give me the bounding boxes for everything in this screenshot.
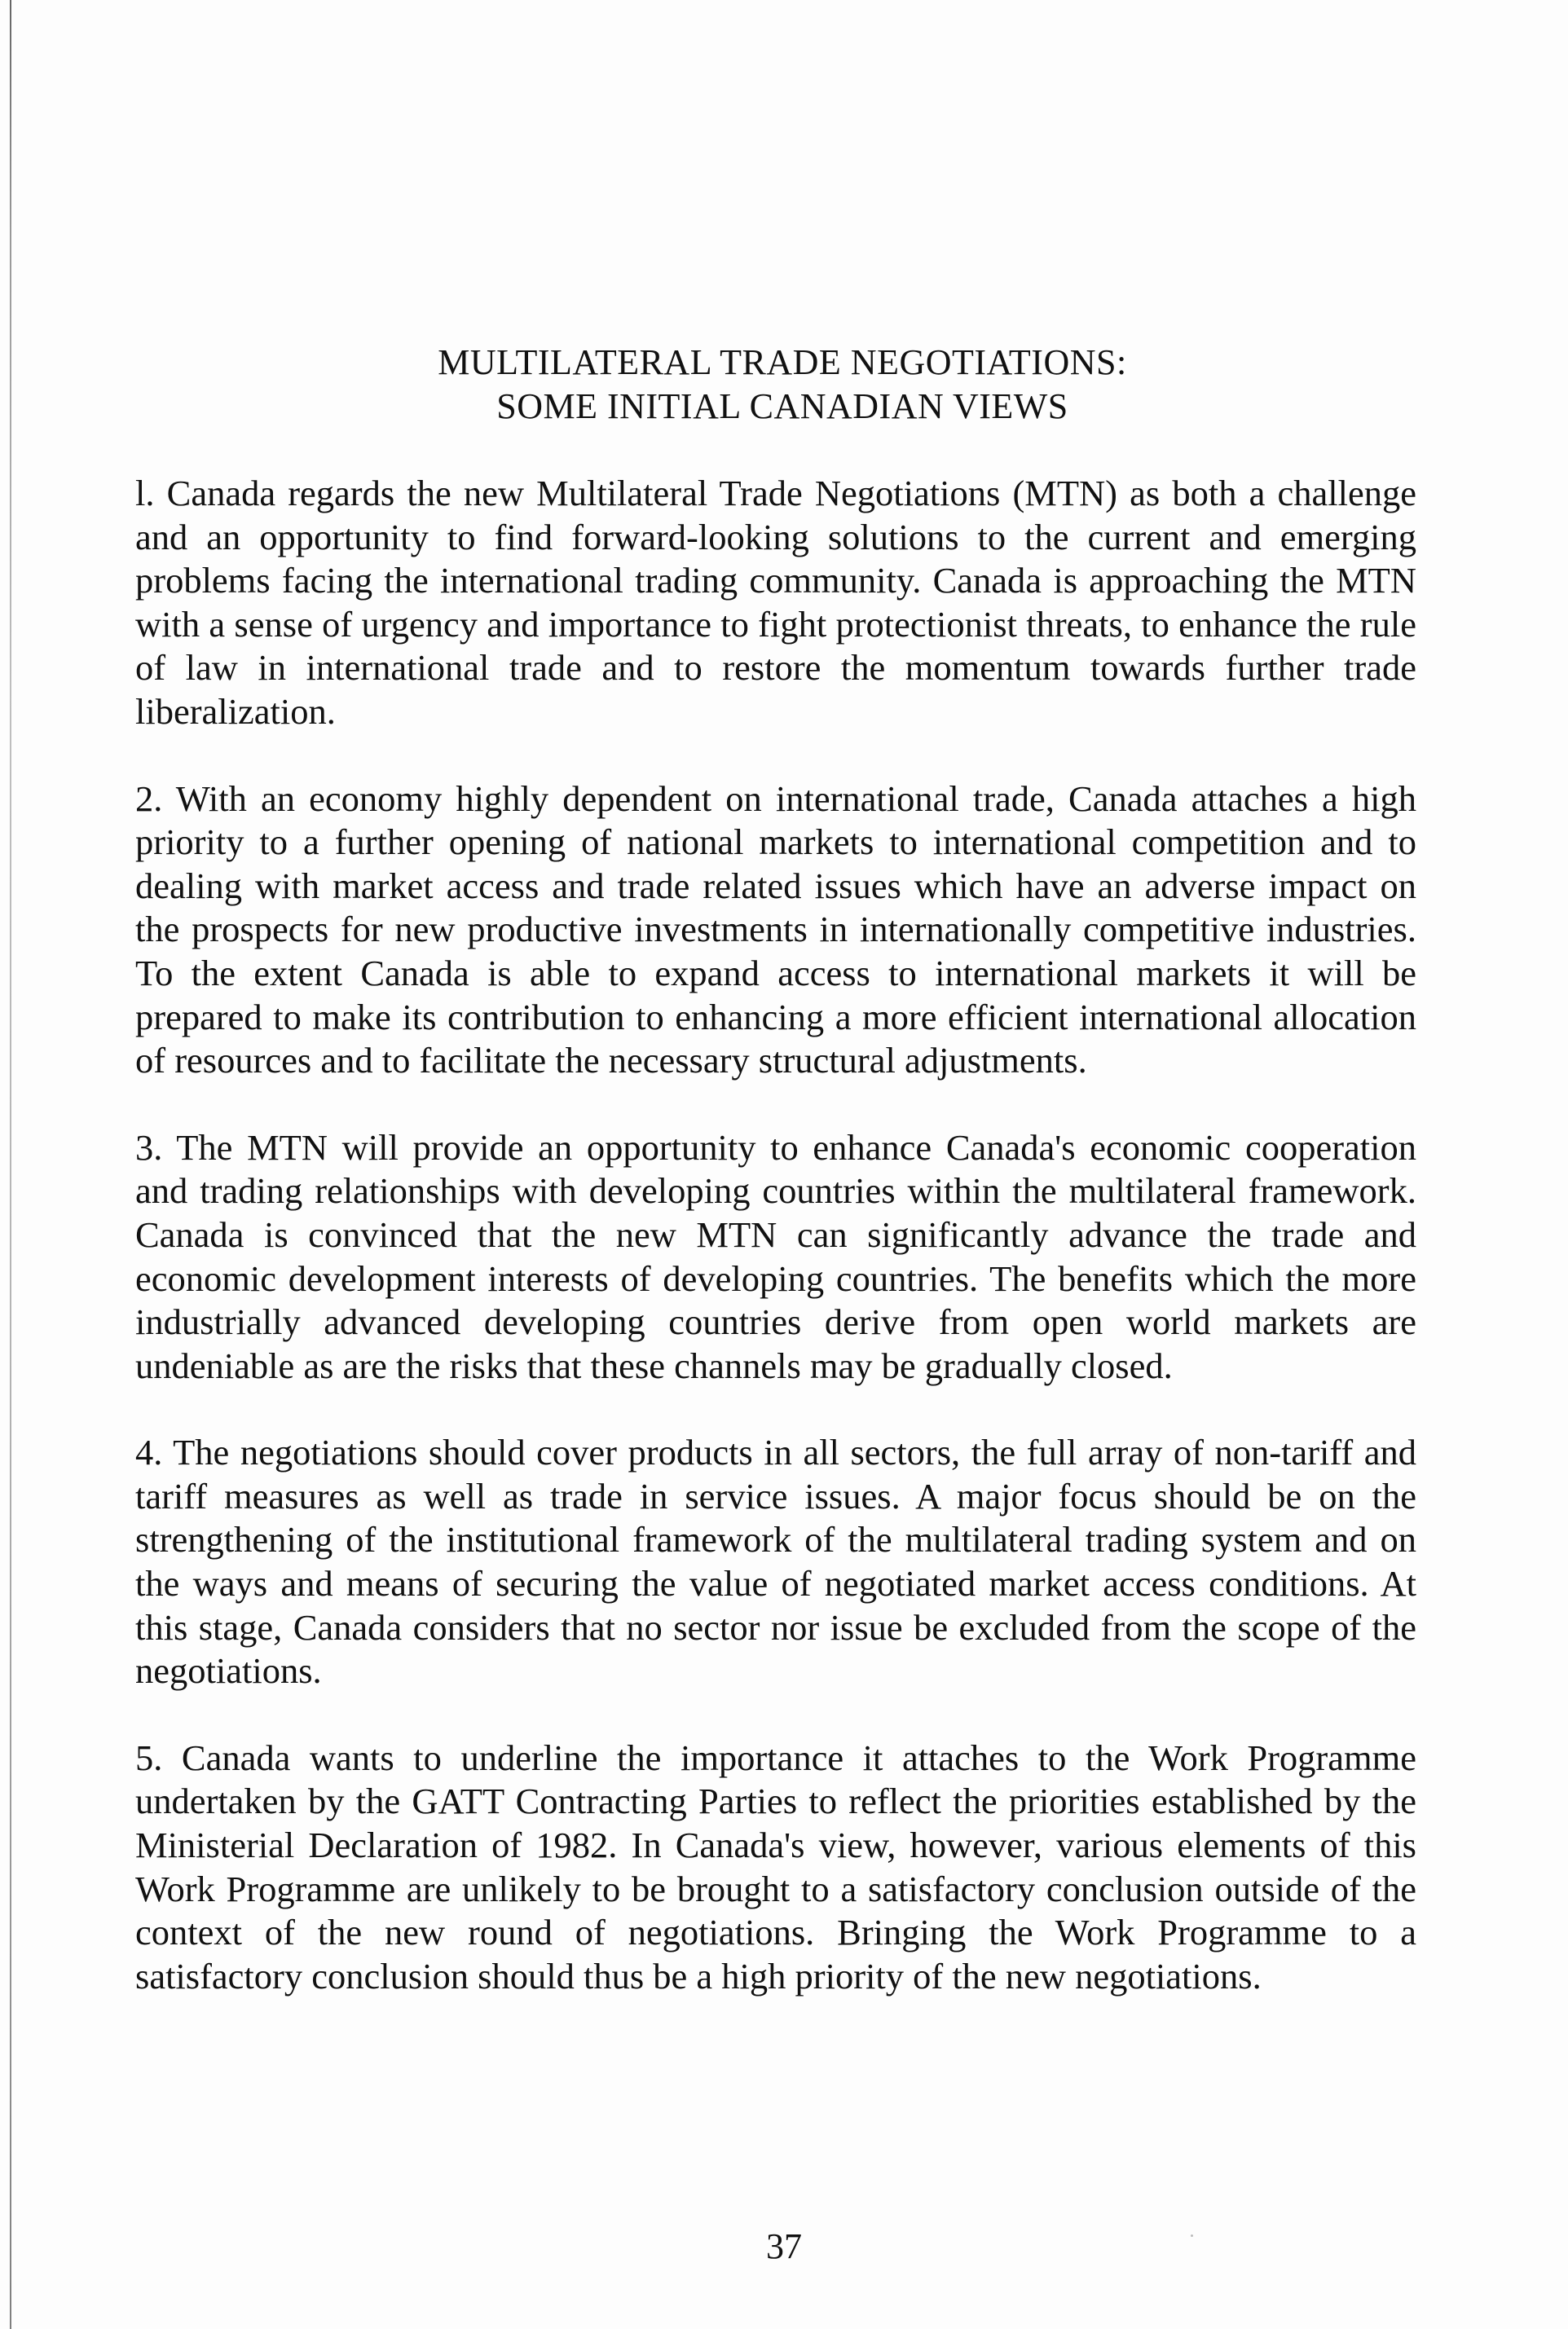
paragraph-3: 3. The MTN will provide an opportunity to enhance Canada's economic cooperation and trading relationships with developing countries within the multilateral framework. Canada is convinced that the new MTN can significantly advance the trade and economic development interests of developing countries. The benefits which the more industrially advanced developing countries derive from open world markets are undeniable as are the risks that these channels may be gradually closed. [135, 1126, 1416, 1386]
scan-speck [1191, 2234, 1193, 2237]
page-number: 37 [766, 2226, 802, 2266]
document-body [135, 472, 1416, 2041]
paragraph-5: 5. Canada wants to underline the importance it attaches to the Work Programme undertaken by the GATT Contracting Parties to reflect the priorities established by the Ministerial Declaration of 1982. In Canada's view, however, various elements of this Work Programme are unlikely to be brought to a satisfactory conclusion outside of the context of the new round of negotiations. Bringing the Work Programme to a satisfactory conclusion should thus be a high priority of the new negotiations. [135, 1737, 1416, 1997]
scan-edge-line [10, 0, 11, 2329]
document-title [130, 341, 1434, 429]
title-line-2: SOME INITIAL CANADIAN VIEWS [496, 386, 1068, 426]
paragraph-2: 2. With an economy highly dependent on international trade, Canada attaches a high priority to a further opening of national markets to international competition and to dealing with market access and trade related issues which have an adverse impact on the prospects for new productive investments in internationally competitive industries. To the extent Canada is able to expand access to international markets it will be prepared to make its contribution to enhancing a more efficient international allocation of resources and to facilitate the necessary structural adjustments. [135, 777, 1416, 1081]
title-line-1: MULTILATERAL TRADE NEGOTIATIONS: [438, 342, 1127, 382]
paragraph-4: 4. The negotiations should cover products in all sectors, the full array of non-tariff and tariff measures as well as trade in service issues. A major focus should be on the strengthening of the institutional framework of the multilateral trading system and on the ways and means of securing the value of negotiated market access conditions. At this stage, Canada considers that no sector nor issue be excluded from the scope of the negotiations. [135, 1432, 1416, 1692]
paragraph-1: l. Canada regards the new Multilateral Trade Negotiations (MTN) as both a challenge and an opportunity to find forward-looking solutions to the current and emerging problems facing the international trading community. Canada is approaching the MTN with a sense of urgency and importance to fight protectionist threats, to enhance the rule of law in international trade and to restore the momentum towards further trade liberalization. [135, 473, 1416, 732]
